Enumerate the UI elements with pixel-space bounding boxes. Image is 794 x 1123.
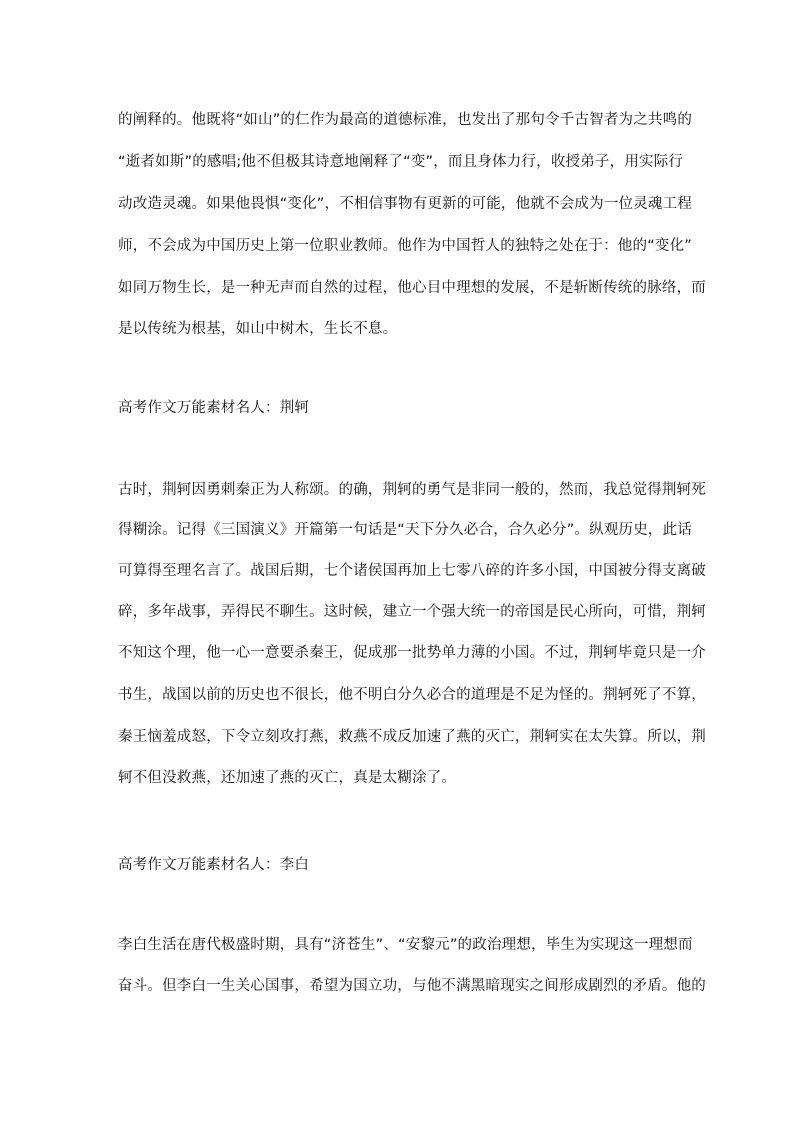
paragraph-line: 的阐释的。他既将“如山”的仁作为最高的道德标准，也发出了那句令千古智者为之共鸣的: [118, 112, 693, 128]
paragraph-line: 碎，多年战事，弄得民不聊生。这时候，建立一个强大统一的帝国是民心所向，可惜，荆轲: [118, 604, 706, 620]
paragraph-line: 是以传统为根基，如山中树木，生长不息。: [118, 321, 398, 337]
paragraph-line: 不知这个理，他一心一意要杀秦王，促成那一批势单力薄的小国。不过，荆轲毕竟只是一介: [118, 645, 706, 661]
section-heading-libai: 高考作文万能素材名人：李白: [118, 857, 310, 873]
paragraph-line: 书生，战国以前的历史也不很长，他不明白分久必合的道理是不足为怪的。荆轲死了不算，: [118, 687, 706, 703]
paragraph-line: 师，不会成为中国历史上第一位职业教师。他作为中国哲人的独特之处在于：他的“变化”: [118, 238, 693, 254]
paragraph-line: 李白生活在唐代极盛时期，具有“济苍生”、“安黎元”的政治理想，毕生为实现这一理想而: [118, 937, 693, 953]
paragraph-line: 如同万物生长，是一种无声而自然的过程，他心目中理想的发展，不是斩断传统的脉络，而: [118, 280, 706, 296]
paragraph-line: 古时，荆轲因勇刺秦正为人称颂。的确，荆轲的勇气是非同一般的，然而，我总觉得荆轲死: [118, 482, 706, 498]
paragraph-line: 秦王恼羞成怒，下令立刻攻打燕，救燕不成反加速了燕的灭亡，荆轲实在太失算。所以，荆: [118, 729, 706, 745]
paragraph-line: 奋斗。但李白一生关心国事，希望为国立功，与他不满黑暗现实之间形成剧烈的矛盾。他的: [118, 978, 706, 994]
paragraph-line: 得糊涂。记得《三国演义》开篇第一句话是“天下分久必合，合久必分”。纵观历史，此话: [118, 522, 693, 538]
section-heading-jingke: 高考作文万能素材名人：荆轲: [118, 400, 310, 416]
paragraph-line: 可算得至理名言了。战国后期，七个诸侯国再加上七零八碎的许多小国，中国被分得支离破: [118, 563, 706, 579]
paragraph-line: 动改造灵魂。如果他畏惧“变化”，不相信事物有更新的可能，他就不会成为一位灵魂工程: [118, 196, 693, 212]
paragraph-line: “逝者如斯”的感唱;他不但极其诗意地阐释了“变”，而且身体力行，收授弟子，用实际行: [118, 154, 684, 170]
paragraph-line: 轲不但没救燕，还加速了燕的灭亡，真是太糊涂了。: [118, 770, 457, 786]
